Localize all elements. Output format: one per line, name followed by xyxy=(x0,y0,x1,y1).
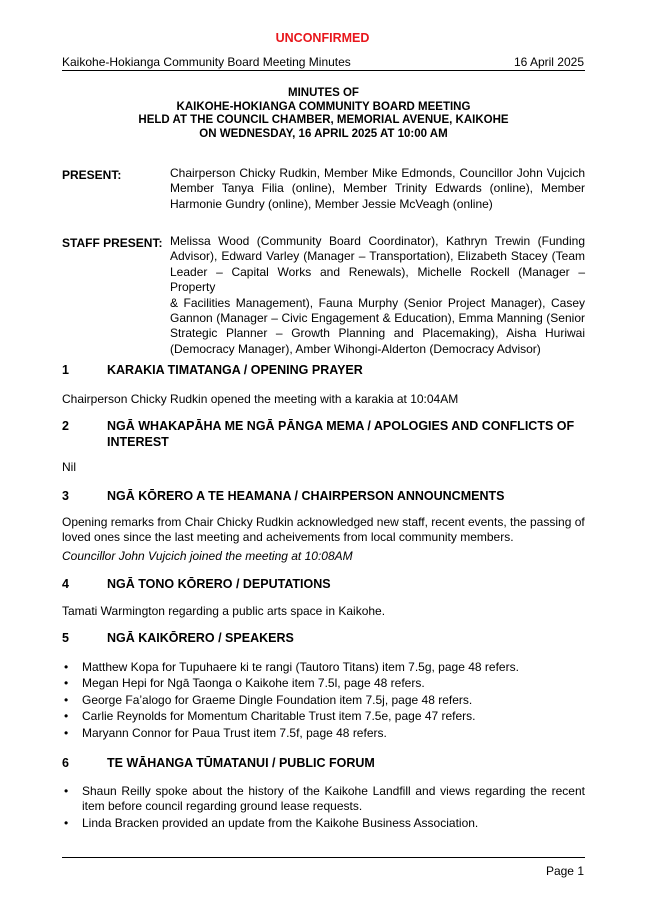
section-5-number: 5 xyxy=(62,631,69,645)
section-4-title: NGĀ TONO KŌRERO / DEPUTATIONS xyxy=(107,577,331,591)
list-item: • George Fa’alogo for Graeme Dingle Foundation item 7.5j, page 48 refers. xyxy=(62,693,585,708)
footer-rule xyxy=(62,857,585,858)
title-line: HELD AT THE COUNCIL CHAMBER, MEMORIAL AVENUE, KAIKOHE xyxy=(138,114,509,127)
staff-line: Melissa Wood (Community Board Coordinator), Kathryn Trewin (Funding xyxy=(170,234,585,248)
present-line: Member Tanya Filia (online), Member Trinity Edwards (online), Member xyxy=(170,181,585,196)
section-4-text: Tamati Warmington regarding a public arts space in Kaikohe. xyxy=(62,604,386,618)
section-2-title: NGĀ WHAKAPĀHA ME NGĀ PĀNGA MEMA / APOLOGIES AND CONFLICTS OF INTEREST xyxy=(107,419,575,449)
section-2-number: 2 xyxy=(62,419,69,433)
section-2-text: Nil xyxy=(62,460,76,474)
list-item: • Shaun Reilly spoke about the history of the Kaikohe Landfill and views regarding the recent item before council regarding ground lease requests. xyxy=(62,784,585,814)
page-number: Page 1 xyxy=(545,864,584,878)
header-date: 16 April 2025 xyxy=(513,55,584,69)
unconfirmed-banner: UNCONFIRMED xyxy=(275,31,370,45)
section-3-number: 3 xyxy=(62,489,69,503)
title-line: KAIKOHE-HOKIANGA COMMUNITY BOARD MEETING xyxy=(176,100,471,113)
section-1-number: 1 xyxy=(62,363,69,377)
present-list xyxy=(170,166,585,212)
list-item: • Megan Hepi for Ngā Taonga o Kaikohe item 7.5l, page 48 refers. xyxy=(62,676,585,691)
list-item: • Matthew Kopa for Tupuhaere ki te rangi (Tautoro Titans) item 7.5g, page 48 refers. xyxy=(62,660,585,675)
staff-line: (Democracy Manager), Amber Wihongi-Alderton (Democracy Advisor) xyxy=(170,341,541,356)
present-line: Harmonie Gundry (online), Member Jessie McVeagh (online) xyxy=(170,196,493,211)
staff-line: Gannon (Manager – Civic Engagement & Education), Emma Manning (Senior xyxy=(170,311,585,326)
staff-present-label: STAFF PRESENT: xyxy=(62,236,163,250)
present-line: Chairperson Chicky Rudkin, Member Mike Edmonds, Councillor John Vujcich xyxy=(170,166,585,180)
section-6-number: 6 xyxy=(62,756,69,770)
title-line: MINUTES OF xyxy=(288,87,359,99)
section-3-text: Opening remarks from Chair Chicky Rudkin acknowledged new staff, recent events, the passing of loved ones since the last meeting and acheivements from local community members. xyxy=(62,515,585,545)
header-title: Kaikohe-Hokianga Community Board Meeting Minutes xyxy=(62,55,351,69)
list-item: • Carlie Reynolds for Momentum Charitable Trust item 7.5e, page 47 refers. xyxy=(62,709,585,724)
section-1-text: Chairperson Chicky Rudkin opened the meeting with a karakia at 10:04AM xyxy=(62,392,459,406)
present-label: PRESENT: xyxy=(62,168,122,182)
section-5-title: NGĀ KAIKŌRERO / SPEAKERS xyxy=(107,631,294,645)
title-line: ON WEDNESDAY, 16 APRIL 2025 AT 10:00 AM xyxy=(199,127,448,140)
document-title xyxy=(62,87,585,141)
staff-line: Advisor), Edward Varley (Manager – Transportation), Elizabeth Stacey (Team xyxy=(170,249,585,264)
public-forum-list xyxy=(62,784,585,832)
section-1-title: KARAKIA TIMATANGA / OPENING PRAYER xyxy=(107,363,363,377)
section-3-title: NGĀ KŌRERO A TE HEAMANA / CHAIRPERSON ANNOUNCMENTS xyxy=(107,489,505,503)
section-6-title: TE WĀHANGA TŪMATANUI / PUBLIC FORUM xyxy=(107,756,375,770)
list-item: • Maryann Connor for Paua Trust item 7.5f, page 48 refers. xyxy=(62,726,585,741)
staff-line: Strategic Planner – Growth Planning and Placemaking), Aisha Huriwai xyxy=(170,326,585,341)
staff-present-list xyxy=(170,234,585,357)
header-rule xyxy=(62,70,585,71)
speakers-list xyxy=(62,660,585,742)
staff-line: Leader – Capital Works and Renewals), Michelle Rockell (Manager – Property xyxy=(170,264,585,295)
staff-line: & Facilities Management), Fauna Murphy (Senior Project Manager), Casey xyxy=(170,295,585,310)
list-item: • Linda Bracken provided an update from the Kaikohe Business Association. xyxy=(62,816,585,831)
section-3-note: Councillor John Vujcich joined the meeting at 10:08AM xyxy=(62,549,353,563)
section-4-number: 4 xyxy=(62,577,69,591)
